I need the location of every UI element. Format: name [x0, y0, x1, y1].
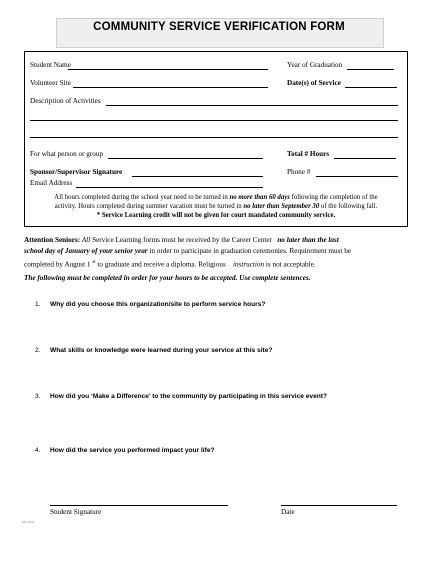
- note-line1-c: following the completion of the: [291, 194, 378, 201]
- question-1-number: 1.: [35, 301, 41, 308]
- attention-line3-a: completed by August 1: [24, 260, 91, 269]
- question-1-text: Why did you choose this organization/site to perform service hours?: [50, 301, 266, 308]
- footer-code: (rev 1/11): [22, 520, 34, 524]
- student-signature-line[interactable]: [50, 505, 228, 506]
- question-3-number: 3.: [35, 393, 41, 400]
- question-2-text: What skills or knowledge were learned during your service at this site?: [50, 347, 273, 354]
- attention-line3-c: instruction: [232, 260, 265, 269]
- attention-label: Attention Seniors:: [24, 236, 81, 244]
- sponsor-signature-label: Sponsor/Supervisor Signature: [30, 168, 123, 176]
- question-3-text: How did you ‘Make a Difference’ to the community by participating in this service event?: [50, 393, 327, 400]
- description-line-2[interactable]: [30, 120, 398, 121]
- student-signature-label: Student Signature: [50, 508, 102, 516]
- student-name-field[interactable]: [68, 69, 268, 70]
- sponsor-signature-field[interactable]: [132, 176, 263, 177]
- total-hours-field[interactable]: [334, 158, 396, 159]
- note-line2-b: no later than September 30: [243, 203, 320, 210]
- person-group-field[interactable]: [108, 158, 263, 159]
- date-label: Date: [281, 508, 295, 516]
- date-line[interactable]: [281, 505, 397, 506]
- question-4-text: How did the service you performed impact your life?: [50, 447, 215, 454]
- note-line1-a: All hours completed during the school year need to be turned in: [54, 194, 228, 201]
- attention-sup: st: [92, 260, 96, 265]
- total-hours-label: Total # Hours: [287, 150, 330, 158]
- box-note: [30, 193, 402, 220]
- dates-of-service-label: Date(s) of Service: [287, 79, 341, 87]
- volunteer-site-field[interactable]: [73, 87, 268, 88]
- question-4-number: 4.: [35, 447, 41, 454]
- email-label: Email Address: [30, 179, 73, 187]
- phone-label: Phone #: [287, 168, 311, 176]
- email-field[interactable]: [76, 187, 263, 188]
- student-name-label: Student Name: [30, 61, 71, 69]
- attention-deadline: no later than the last: [277, 236, 339, 244]
- note-line2-c: of the following fall.: [320, 203, 378, 210]
- attention-paragraph: [24, 235, 414, 270]
- note-line1-b: no more than 60 days: [229, 194, 290, 201]
- instructions: The following must be completed in order for your hours to be accepted. Use complete sentences.: [24, 274, 311, 282]
- description-field[interactable]: [106, 105, 398, 106]
- volunteer-site-label: Volunteer Site: [30, 79, 71, 87]
- dates-of-service-field[interactable]: [345, 87, 397, 88]
- attention-line2-a: school day of January of your senior year: [24, 247, 148, 255]
- phone-field[interactable]: [316, 176, 398, 177]
- attention-line2-b: in order to participate in graduation ceremonies. Requirement must be: [149, 247, 351, 255]
- attention-line3-d: is not acceptable.: [265, 260, 316, 269]
- note-line3: * Service Learning credit will not be given for court mandated community service.: [96, 212, 336, 219]
- attention-line3-b: to graduate and receive a diploma. Religious: [97, 260, 226, 269]
- description-label: Description of Activities: [30, 97, 101, 105]
- attention-line1: Service Learning forms must be received by the Career Center: [92, 236, 272, 244]
- attention-all: All: [81, 236, 91, 244]
- description-line-3[interactable]: [30, 137, 398, 138]
- question-2-number: 2.: [35, 347, 41, 354]
- year-of-graduation-label: Year of Graduation: [287, 61, 343, 69]
- person-group-label: For what person or group: [30, 150, 104, 158]
- form-title: COMMUNITY SERVICE VERIFICATION FORM: [93, 21, 345, 33]
- note-line2-a: activity. Hours completed during summer vacation must be turned in: [54, 203, 242, 210]
- year-of-graduation-field[interactable]: [347, 69, 394, 70]
